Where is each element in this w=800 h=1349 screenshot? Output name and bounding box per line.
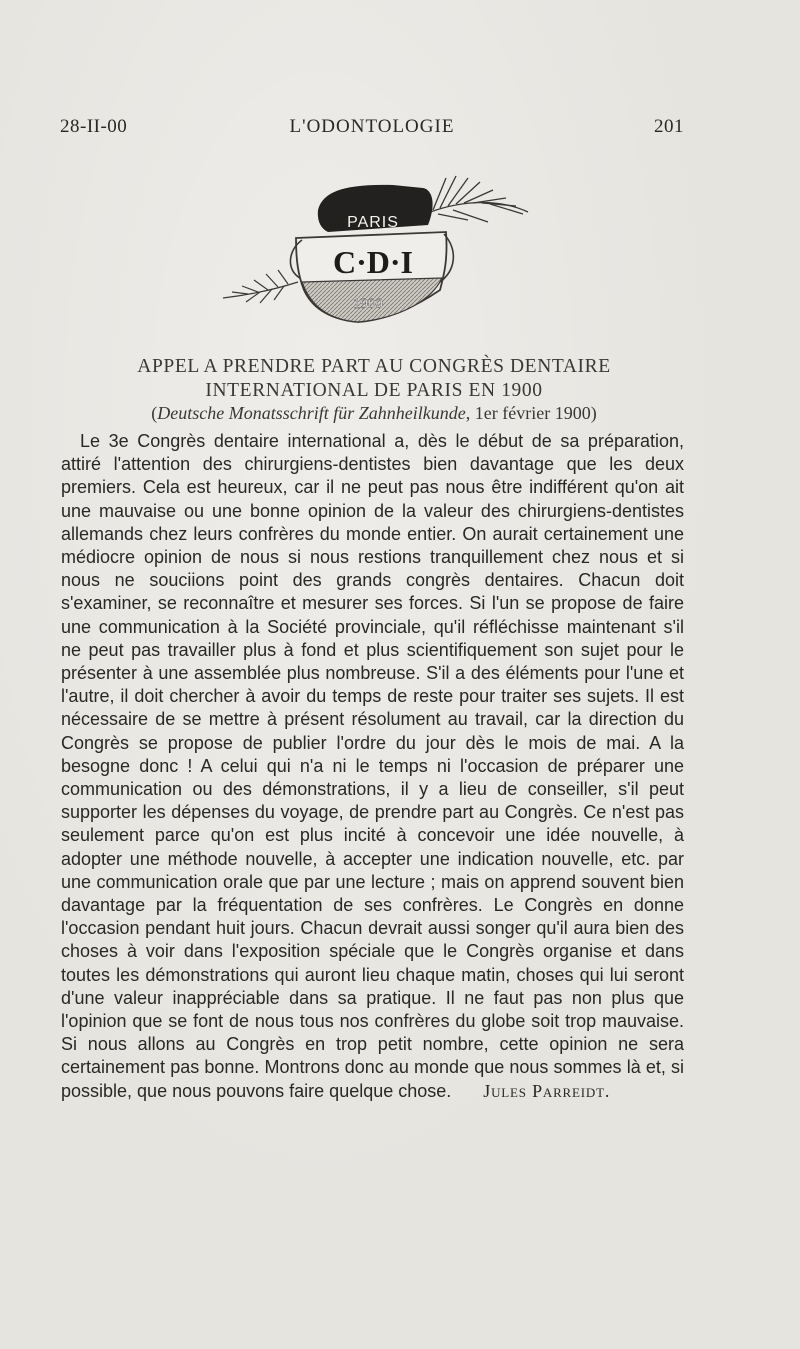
running-head xyxy=(60,116,684,140)
issue-date: 28-II-00 xyxy=(60,116,128,137)
article-title-line1: APPEL A PRENDRE PART AU CONGRÈS DENTAIRE xyxy=(137,356,611,377)
article-title-line2: INTERNATIONAL DE PARIS EN 1900 xyxy=(205,380,543,401)
palm-branch-icon xyxy=(423,176,528,222)
cdi-monogram: C·D·I xyxy=(332,244,414,280)
emblem-year: 1900 xyxy=(353,296,383,312)
body-text: Le 3e Congrès dentaire international a, dès le début de sa préparation, attiré l'attention des chirurgiens-dentistes bien davantage que les deux premiers. Cela est heureux, car il ne peut pas nous être indifférent qu'on ait une mauvaise ou une bonne opinion de la valeur des chirurgiens-dentistes allemands chez leurs confrères du monde entier. On aurait certainement une médiocre opinion de nous si nous restions tranquillement chez nous et si nous ne souciions point des grands congrès dentaires. Chacun doit s'examiner, se reconnaître et mesurer ses forces. Si l'un se propose de faire une communication à la Société provinciale, qu'il réfléchisse maintenant s'il ne peut pas travailler plus à fond et plus scientifiquement son sujet pour le présenter à une assemblée plus nombreuse. S'il a des éléments pour l'une et l'autre, il doit chercher à avoir du temps de reste pour traiter ses sujets. Il est nécessaire de se mettre à présent résolument au travail, car la direction du Congrès se propose de publier l'ordre du jour dès le mois de mai. A la besogne donc ! A celui qui n'a ni le temps ni l'occasion de préparer une communication ou des démonstrations, il y a lieu de conseiller, s'il peut supporter les dépenses du voyage, de prendre part au Congrès. Ce n'est pas seulement parce qu'on est plus incité à concevoir une idée nouvelle, à adopter une méthode nouvelle, à accepter une indication nouvelle, etc. par une communication orale que par une lecture ; mais on apprend souvent bien davantage par la fréquentation de ses confrères. Le Congrès en donne l'occasion pendant huit jours. Chacun devrait aussi songer qu'il aura bien des choses à voir dans l'exposition spéciale que le Congrès organise et dans toutes les démonstrations qui auront lieu chaque matin, choses qui lui seront d'une valeur inappréciable dans sa pratique. Il ne faut pas non plus que l'opinion que se font de nous tous nos confrères du globe soit trop mauvaise. Si nous allons au Congrès en trop petit nombre, cette opinion ne sera certainement pas bonne. Montrons donc au monde que nous sommes là et, si possible, que nous pouvons faire quelque chose. xyxy=(61,431,684,1101)
congress-emblem xyxy=(218,170,538,340)
journal-title: L'ODONTOLOGIE xyxy=(289,116,455,137)
article-body xyxy=(61,430,684,1103)
source-journal: Deutsche Monatsschrift für Zahnheilkunde xyxy=(157,403,466,423)
page-number: 201 xyxy=(654,116,684,137)
author-signature: Jules Parreidt. xyxy=(483,1080,611,1101)
article-source xyxy=(62,403,686,424)
source-date: , 1er février 1900) xyxy=(465,403,597,423)
banner-text: PARIS xyxy=(347,214,399,231)
source-open: ( xyxy=(151,403,158,423)
palm-branch-icon xyxy=(223,270,298,303)
